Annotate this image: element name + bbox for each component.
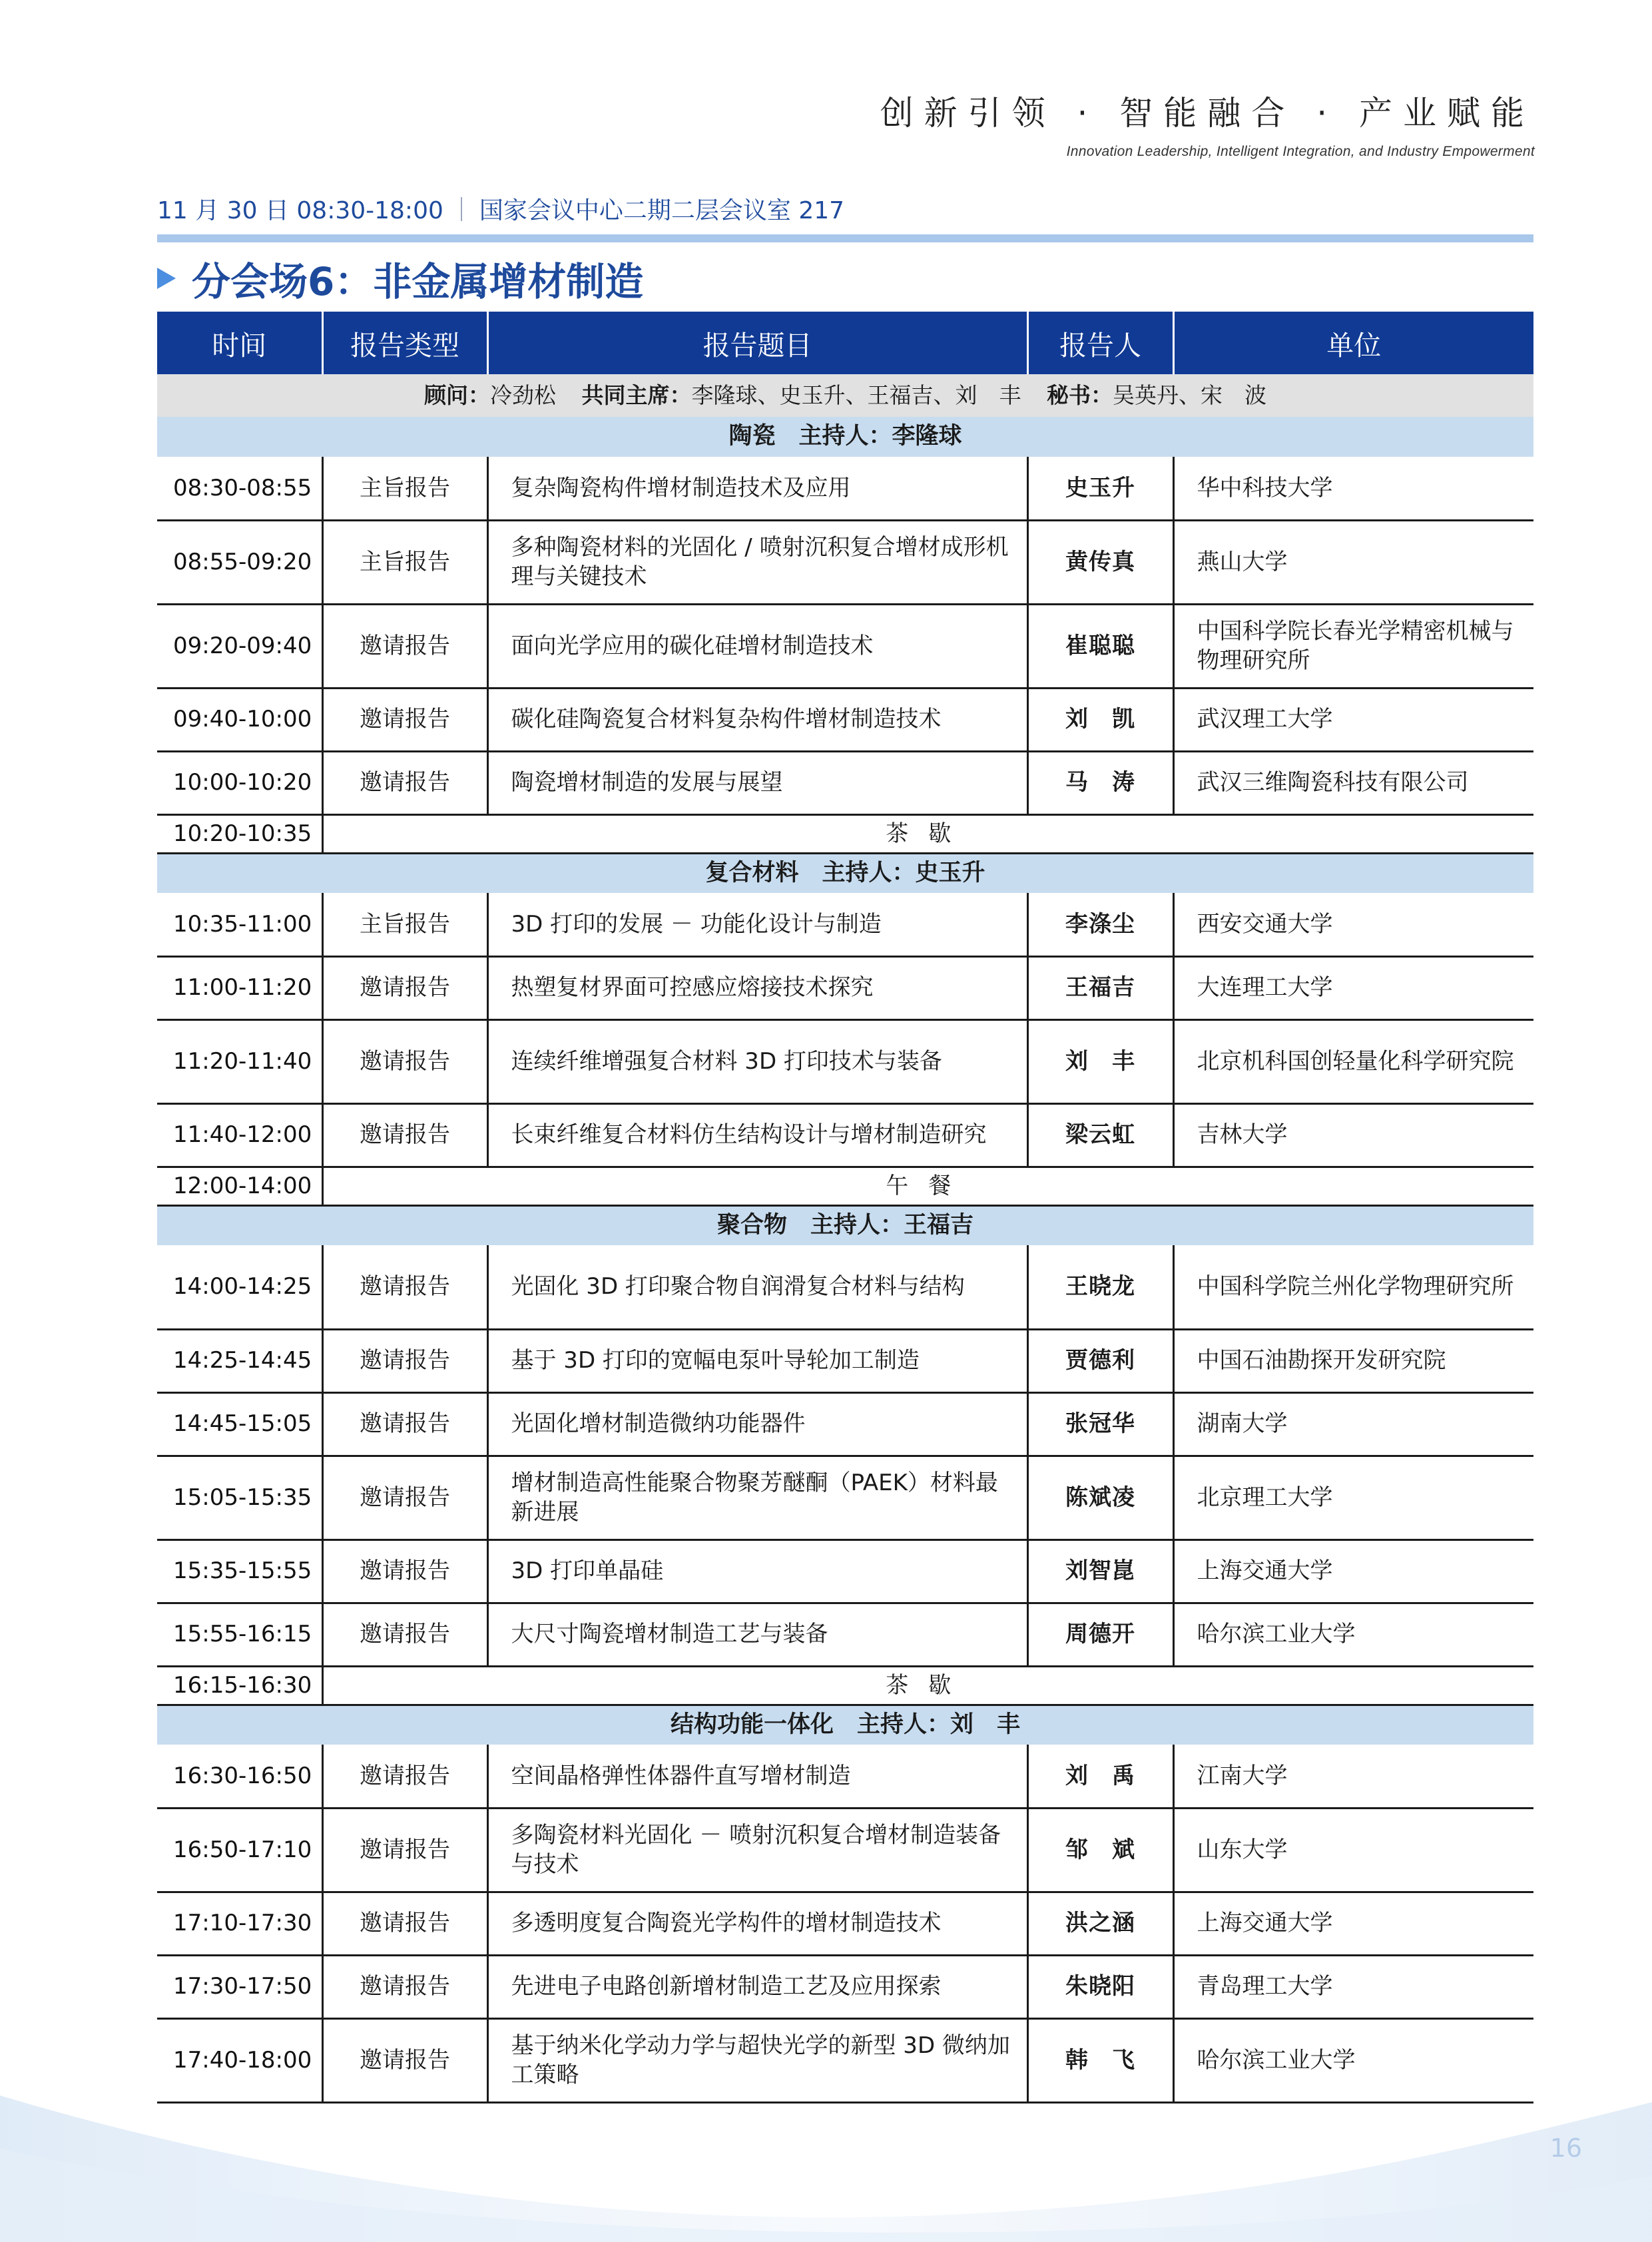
header-rule bbox=[157, 234, 1533, 242]
talk-speaker: 邹 斌 bbox=[1027, 1808, 1173, 1892]
talk-time: 15:35-15:55 bbox=[157, 1540, 322, 1603]
talk-topic: 连续纤维增强复合材料 3D 打印技术与装备 bbox=[487, 1019, 1027, 1103]
talk-speaker: 刘 凯 bbox=[1027, 688, 1173, 751]
talk-org: 哈尔滨工业大学 bbox=[1173, 1603, 1533, 1666]
talk-type: 主旨报告 bbox=[322, 520, 487, 604]
talk-topic: 3D 打印单晶硅 bbox=[487, 1540, 1027, 1603]
talk-org: 中国科学院兰州化学物理研究所 bbox=[1173, 1245, 1533, 1329]
talk-org: 北京机科国创轻量化科学研究院 bbox=[1173, 1019, 1533, 1103]
talk-topic: 多透明度复合陶瓷光学构件的增材制造技术 bbox=[487, 1892, 1027, 1955]
talk-org: 江南大学 bbox=[1173, 1745, 1533, 1808]
talk-topic: 长束纤维复合材料仿生结构设计与增材制造研究 bbox=[487, 1103, 1027, 1167]
talk-time: 14:25-14:45 bbox=[157, 1329, 322, 1392]
talk-row bbox=[157, 1245, 1533, 1329]
talk-org: 青岛理工大学 bbox=[1173, 1955, 1533, 2018]
session-meta bbox=[157, 192, 844, 226]
section-title: 复合材料 主持人：史玉升 bbox=[157, 853, 1533, 893]
talk-org: 北京理工大学 bbox=[1173, 1456, 1533, 1540]
talk-speaker: 王福吉 bbox=[1027, 956, 1173, 1019]
talk-time: 15:05-15:35 bbox=[157, 1456, 322, 1540]
secretary-label: 秘书： bbox=[1047, 382, 1113, 408]
header-org: 单位 bbox=[1173, 312, 1533, 374]
talk-row bbox=[157, 1019, 1533, 1103]
talk-type: 邀请报告 bbox=[322, 751, 487, 814]
talk-speaker: 李涤尘 bbox=[1027, 893, 1173, 956]
talk-org: 华中科技大学 bbox=[1173, 457, 1533, 520]
talk-speaker: 张冠华 bbox=[1027, 1392, 1173, 1456]
talk-topic: 热塑复材界面可控感应熔接技术探究 bbox=[487, 956, 1027, 1019]
talk-row bbox=[157, 1456, 1533, 1540]
talk-topic: 面向光学应用的碳化硅增材制造技术 bbox=[487, 604, 1027, 688]
talk-org: 哈尔滨工业大学 bbox=[1173, 2018, 1533, 2102]
talk-time: 15:55-16:15 bbox=[157, 1603, 322, 1666]
talk-row bbox=[157, 956, 1533, 1019]
talk-time: 17:10-17:30 bbox=[157, 1892, 322, 1955]
talk-topic: 基于纳米化学动力学与超快光学的新型 3D 微纳加工策略 bbox=[487, 2018, 1027, 2102]
talk-row bbox=[157, 1745, 1533, 1808]
talk-type: 邀请报告 bbox=[322, 1103, 487, 1167]
talk-org: 中国石油勘探开发研究院 bbox=[1173, 1329, 1533, 1392]
talk-type: 邀请报告 bbox=[322, 1955, 487, 2018]
talk-row bbox=[157, 1540, 1533, 1603]
talk-time: 16:50-17:10 bbox=[157, 1808, 322, 1892]
talk-row bbox=[157, 457, 1533, 520]
talk-time: 17:30-17:50 bbox=[157, 1955, 322, 2018]
header-topic: 报告题目 bbox=[487, 312, 1027, 374]
talk-time: 09:20-09:40 bbox=[157, 604, 322, 688]
talk-org: 武汉三维陶瓷科技有限公司 bbox=[1173, 751, 1533, 814]
talk-type: 邀请报告 bbox=[322, 688, 487, 751]
talk-type: 邀请报告 bbox=[322, 1892, 487, 1955]
decorative-wave bbox=[0, 2002, 1652, 2242]
talk-speaker: 刘 丰 bbox=[1027, 1019, 1173, 1103]
session-venue: 国家会议中心二期二层会议室 217 bbox=[479, 197, 845, 224]
session-title bbox=[157, 250, 643, 306]
talk-speaker: 梁云虹 bbox=[1027, 1103, 1173, 1167]
secretary-names: 吴英丹、宋 波 bbox=[1113, 382, 1266, 408]
talk-row bbox=[157, 1808, 1533, 1892]
cochair-label: 共同主席： bbox=[581, 382, 692, 408]
break-label: 午餐 bbox=[322, 1167, 1533, 1205]
talk-topic: 碳化硅陶瓷复合材料复杂构件增材制造技术 bbox=[487, 688, 1027, 751]
talk-type: 邀请报告 bbox=[322, 604, 487, 688]
talk-topic: 空间晶格弹性体器件直写增材制造 bbox=[487, 1745, 1027, 1808]
talk-type: 主旨报告 bbox=[322, 893, 487, 956]
talk-row bbox=[157, 1329, 1533, 1392]
agenda-body bbox=[157, 374, 1533, 2102]
talk-topic: 先进电子电路创新增材制造工艺及应用探索 bbox=[487, 1955, 1027, 2018]
talk-speaker: 黄传真 bbox=[1027, 520, 1173, 604]
section-title: 聚合物 主持人：王福吉 bbox=[157, 1205, 1533, 1245]
section-title: 结构功能一体化 主持人：刘 丰 bbox=[157, 1705, 1533, 1745]
talk-speaker: 朱晓阳 bbox=[1027, 1955, 1173, 2018]
talk-speaker: 崔聪聪 bbox=[1027, 604, 1173, 688]
talk-topic: 多陶瓷材料光固化 － 喷射沉积复合增材制造装备与技术 bbox=[487, 1808, 1027, 1892]
agenda-header bbox=[157, 312, 1533, 374]
talk-type: 邀请报告 bbox=[322, 956, 487, 1019]
talk-org: 武汉理工大学 bbox=[1173, 688, 1533, 751]
header-type: 报告类型 bbox=[322, 312, 487, 374]
section-row bbox=[157, 1205, 1533, 1245]
advisors-row bbox=[157, 374, 1533, 417]
break-row bbox=[157, 814, 1533, 853]
advisors-cell bbox=[157, 374, 1533, 417]
talk-speaker: 王晓龙 bbox=[1027, 1245, 1173, 1329]
triangle-bullet-icon bbox=[157, 268, 176, 289]
talk-topic: 陶瓷增材制造的发展与展望 bbox=[487, 751, 1027, 814]
cochair-names: 李隆球、史玉升、王福吉、刘 丰 bbox=[691, 382, 1021, 408]
section-row bbox=[157, 853, 1533, 893]
talk-topic: 3D 打印的发展 － 功能化设计与制造 bbox=[487, 893, 1027, 956]
talk-row bbox=[157, 520, 1533, 604]
talk-time: 08:30-08:55 bbox=[157, 457, 322, 520]
talk-time: 11:40-12:00 bbox=[157, 1103, 322, 1167]
talk-type: 邀请报告 bbox=[322, 1456, 487, 1540]
talk-row bbox=[157, 604, 1533, 688]
talk-topic: 大尺寸陶瓷增材制造工艺与装备 bbox=[487, 1603, 1027, 1666]
talk-type: 邀请报告 bbox=[322, 1019, 487, 1103]
talk-org: 大连理工大学 bbox=[1173, 956, 1533, 1019]
break-time: 16:15-16:30 bbox=[157, 1666, 322, 1705]
talk-time: 17:40-18:00 bbox=[157, 2018, 322, 2102]
page-title: 分会场6：非金属增材制造 bbox=[192, 259, 644, 304]
talk-type: 邀请报告 bbox=[322, 1392, 487, 1456]
talk-time: 09:40-10:00 bbox=[157, 688, 322, 751]
advisor-name: 冷劲松 bbox=[490, 382, 556, 408]
header-speaker: 报告人 bbox=[1027, 312, 1173, 374]
advisor-label: 顾问： bbox=[424, 382, 490, 408]
talk-type: 邀请报告 bbox=[322, 1245, 487, 1329]
talk-type: 主旨报告 bbox=[322, 457, 487, 520]
talk-org: 山东大学 bbox=[1173, 1808, 1533, 1892]
talk-type: 邀请报告 bbox=[322, 1603, 487, 1666]
talk-org: 西安交通大学 bbox=[1173, 893, 1533, 956]
talk-org: 上海交通大学 bbox=[1173, 1540, 1533, 1603]
agenda-table bbox=[157, 312, 1533, 2103]
talk-topic: 基于 3D 打印的宽幅电泵叶导轮加工制造 bbox=[487, 1329, 1027, 1392]
talk-time: 11:00-11:20 bbox=[157, 956, 322, 1019]
talk-org: 上海交通大学 bbox=[1173, 1892, 1533, 1955]
talk-time: 14:45-15:05 bbox=[157, 1392, 322, 1456]
talk-time: 14:00-14:25 bbox=[157, 1245, 322, 1329]
talk-row bbox=[157, 1103, 1533, 1167]
talk-speaker: 史玉升 bbox=[1027, 457, 1173, 520]
talk-topic: 光固化增材制造微纳功能器件 bbox=[487, 1392, 1027, 1456]
talk-topic: 复杂陶瓷构件增材制造技术及应用 bbox=[487, 457, 1027, 520]
talk-org: 中国科学院长春光学精密机械与物理研究所 bbox=[1173, 604, 1533, 688]
talk-topic: 光固化 3D 打印聚合物自润滑复合材料与结构 bbox=[487, 1245, 1027, 1329]
talk-speaker: 刘智崑 bbox=[1027, 1540, 1173, 1603]
talk-type: 邀请报告 bbox=[322, 1329, 487, 1392]
talk-org: 湖南大学 bbox=[1173, 1392, 1533, 1456]
talk-speaker: 贾德利 bbox=[1027, 1329, 1173, 1392]
talk-type: 邀请报告 bbox=[322, 1808, 487, 1892]
talk-speaker: 洪之涵 bbox=[1027, 1892, 1173, 1955]
talk-row bbox=[157, 1892, 1533, 1955]
talk-speaker: 刘 禹 bbox=[1027, 1745, 1173, 1808]
talk-type: 邀请报告 bbox=[322, 1540, 487, 1603]
talk-row bbox=[157, 893, 1533, 956]
talk-org: 燕山大学 bbox=[1173, 520, 1533, 604]
talk-org: 吉林大学 bbox=[1173, 1103, 1533, 1167]
talk-topic: 增材制造高性能聚合物聚芳醚酮（PAEK）材料最新进展 bbox=[487, 1456, 1027, 1540]
session-datetime: 11 月 30 日 08:30-18:00 bbox=[157, 197, 443, 224]
talk-time: 16:30-16:50 bbox=[157, 1745, 322, 1808]
talk-speaker: 马 涛 bbox=[1027, 751, 1173, 814]
break-label: 茶歇 bbox=[322, 1666, 1533, 1705]
talk-topic: 多种陶瓷材料的光固化 / 喷射沉积复合增材成形机理与关键技术 bbox=[487, 520, 1027, 604]
section-title: 陶瓷 主持人：李隆球 bbox=[157, 417, 1533, 457]
section-row bbox=[157, 1705, 1533, 1745]
talk-row bbox=[157, 688, 1533, 751]
talk-row bbox=[157, 1603, 1533, 1666]
talk-row bbox=[157, 1392, 1533, 1456]
talk-time: 11:20-11:40 bbox=[157, 1019, 322, 1103]
header-time: 时间 bbox=[157, 312, 322, 374]
talk-speaker: 陈斌凌 bbox=[1027, 1456, 1173, 1540]
break-row bbox=[157, 1666, 1533, 1705]
talk-type: 邀请报告 bbox=[322, 1745, 487, 1808]
break-time: 12:00-14:00 bbox=[157, 1167, 322, 1205]
slogan-chinese: 创新引领 · 智能融合 · 产业赋能 bbox=[880, 94, 1535, 133]
talk-speaker: 周德开 bbox=[1027, 1603, 1173, 1666]
break-row bbox=[157, 1167, 1533, 1205]
talk-time: 10:00-10:20 bbox=[157, 751, 322, 814]
slogan-english: Innovation Leadership, Intelligent Integration, and Industry Empowerment bbox=[1066, 144, 1535, 159]
talk-row bbox=[157, 751, 1533, 814]
meta-divider bbox=[461, 197, 462, 221]
talk-time: 08:55-09:20 bbox=[157, 520, 322, 604]
talk-time: 10:35-11:00 bbox=[157, 893, 322, 956]
header-slogan bbox=[880, 87, 1535, 160]
talk-type: 邀请报告 bbox=[322, 2018, 487, 2102]
talk-speaker: 韩 飞 bbox=[1027, 2018, 1173, 2102]
break-label: 茶歇 bbox=[322, 814, 1533, 853]
break-time: 10:20-10:35 bbox=[157, 814, 322, 853]
section-row bbox=[157, 417, 1533, 457]
